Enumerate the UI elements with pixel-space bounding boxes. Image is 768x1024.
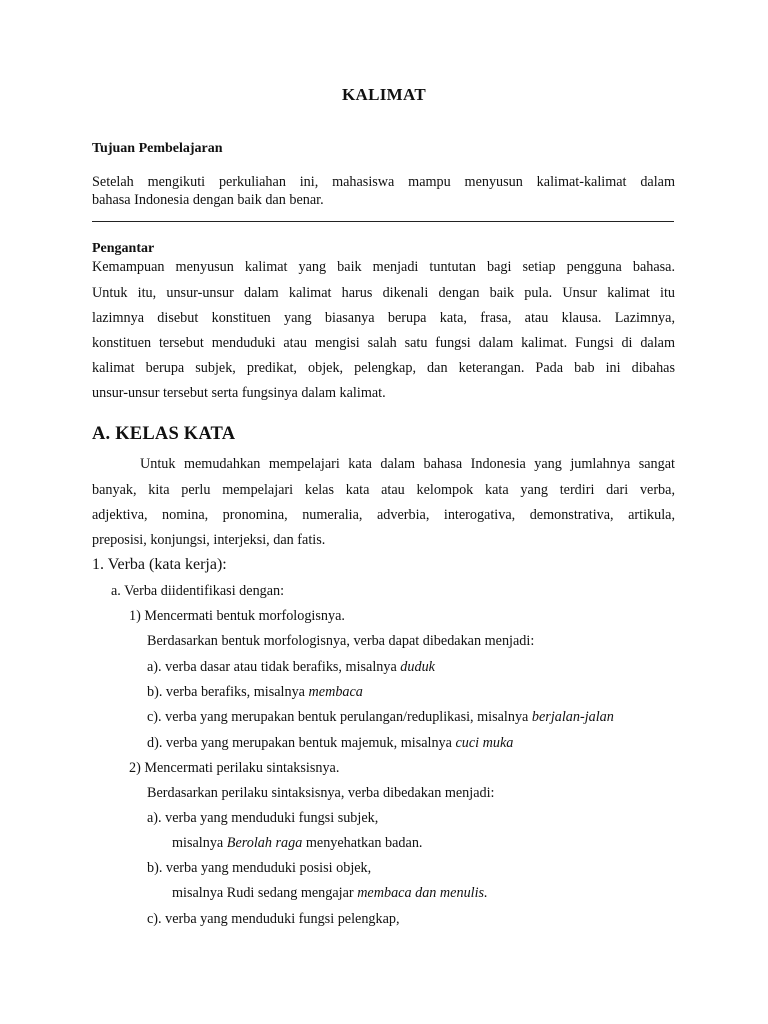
intro-heading: Pengantar	[92, 241, 155, 256]
verba-item-2-a-ex-italic: Berolah raga	[226, 835, 303, 851]
verba-item-2-a: a). verba yang menduduki fungsi subjek,	[147, 810, 379, 826]
verba-item-2-a-ex-pre: misalnya	[172, 835, 227, 851]
verba-item-1-d	[147, 735, 513, 752]
verba-item-2-label: 2) Mencermati perilaku sintaksisnya.	[129, 760, 340, 776]
verba-item-2-a-example	[172, 835, 422, 852]
objectives-line-1: Setelah mengikuti perkuliahan ini, mahasiswa mampu menyusun kalimat-kalimat dalam	[92, 174, 675, 190]
divider-rule	[92, 221, 674, 222]
intro-line-4: konstituen tersebut menduduki atau mengisi salah satu fungsi dalam kalimat. Fungsi di dalam	[92, 335, 675, 351]
verba-item-1-label: 1) Mencermati bentuk morfologisnya.	[129, 608, 345, 624]
verba-item-1-c-text: c). verba yang merupakan bentuk perulangan/reduplikasi, misalnya	[147, 709, 532, 725]
section-a-line-2: banyak, kita perlu mempelajari kelas kata atau kelompok kata yang terdiri dari verba,	[92, 482, 675, 498]
section-a-line-3: adjektiva, nomina, pronomina, numeralia, adverbia, interogativa, demonstrativa, artikula,	[92, 507, 675, 523]
verba-item-1-desc: Berdasarkan bentuk morfologisnya, verba dapat dibedakan menjadi:	[147, 633, 535, 649]
verba-item-2-a-ex-post: menyehatkan badan.	[302, 835, 423, 851]
verba-item-1-b-text: b). verba berafiks, misalnya	[147, 684, 309, 700]
document-title: KALIMAT	[342, 85, 426, 104]
verba-item-2-b: b). verba yang menduduki posisi objek,	[147, 860, 372, 876]
verba-item-1-d-example: cuci muka	[455, 735, 514, 751]
verba-item-1-a	[147, 659, 435, 676]
objectives-heading: Tujuan Pembelajaran	[92, 141, 223, 156]
verba-item-1-c	[147, 709, 614, 726]
intro-line-3: lazimnya disebut konstituen yang biasanya berupa kata, frasa, atau klausa. Lazimnya,	[92, 310, 675, 326]
verba-sub-a: a. Verba diidentifikasi dengan:	[111, 583, 285, 599]
intro-line-1: Kemampuan menyusun kalimat yang baik menjadi tuntutan bagi setiap pengguna bahasa.	[92, 259, 675, 275]
objectives-line-2: bahasa Indonesia dengan baik dan benar.	[92, 192, 324, 208]
verba-heading: 1. Verba (kata kerja):	[92, 556, 227, 573]
section-a-line-4: preposisi, konjungsi, interjeksi, dan fatis.	[92, 532, 326, 548]
intro-line-6: unsur-unsur tersebut serta fungsinya dalam kalimat.	[92, 385, 386, 401]
verba-item-2-b-ex-pre: misalnya Rudi sedang mengajar	[172, 885, 358, 901]
intro-line-5: kalimat berupa subjek, predikat, objek, pelengkap, dan keterangan. Pada bab ini dibahas	[92, 360, 675, 376]
verba-item-2-b-ex-italic: membaca dan menulis.	[357, 885, 488, 901]
verba-item-1-d-text: d). verba yang merupakan bentuk majemuk, misalnya	[147, 735, 456, 751]
section-a-heading: A. KELAS KATA	[92, 424, 236, 444]
section-a-line-1: Untuk memudahkan mempelajari kata dalam bahasa Indonesia yang jumlahnya sangat	[140, 456, 675, 472]
verba-item-1-a-text: a). verba dasar atau tidak berafiks, misalnya	[147, 659, 401, 675]
verba-item-1-b-example: membaca	[308, 684, 363, 700]
verba-item-1-a-example: duduk	[400, 659, 435, 675]
verba-item-1-b	[147, 684, 363, 701]
verba-item-2-c: c). verba yang menduduki fungsi pelengkap,	[147, 911, 400, 927]
intro-line-2: Untuk itu, unsur-unsur dalam kalimat harus dikenali dengan baik pula. Unsur kalimat itu	[92, 285, 675, 301]
verba-item-1-c-example: berjalan-jalan	[531, 709, 614, 725]
verba-item-2-desc: Berdasarkan perilaku sintaksisnya, verba dibedakan menjadi:	[147, 785, 495, 801]
verba-item-2-b-example	[172, 885, 488, 902]
